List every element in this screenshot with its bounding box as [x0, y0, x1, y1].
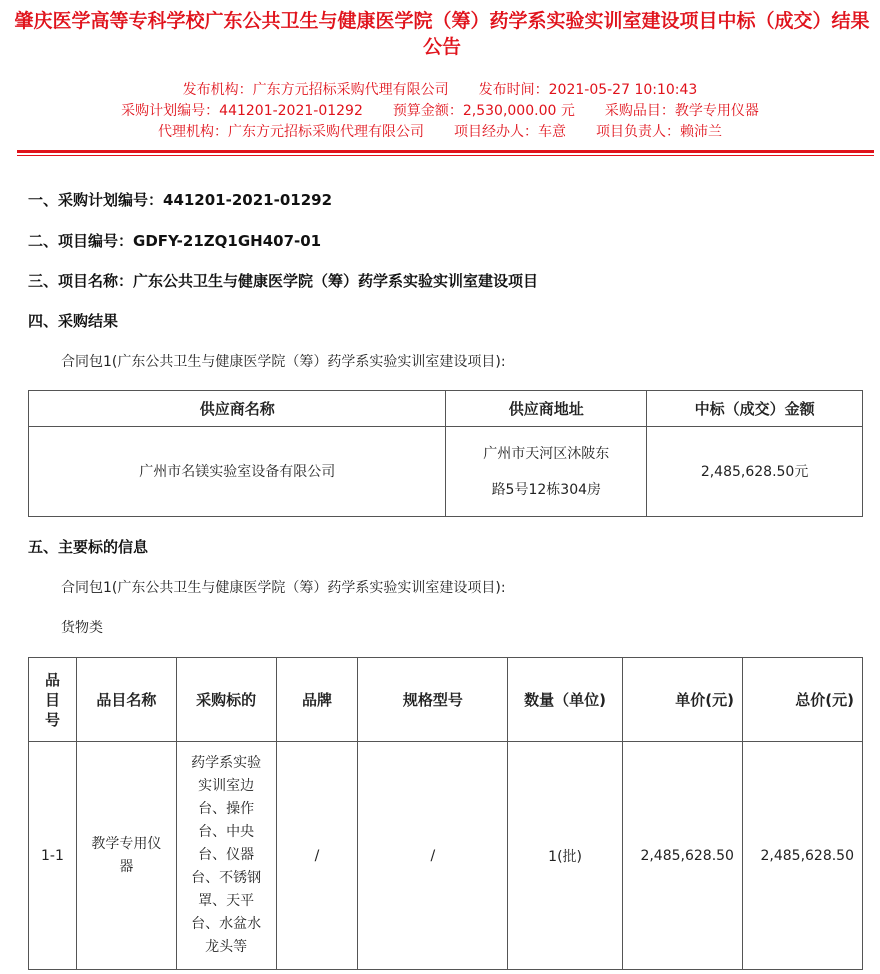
meta-row-3: [0, 122, 880, 143]
contract-package-line: 合同包1(广东公共卫生与健康医学院（筹）药学系实验实训室建设项目):: [61, 354, 506, 370]
header-item-no-char: 号: [44, 710, 60, 729]
header-item-name: 品目名称: [76, 658, 176, 742]
subject-line: 台、中央: [198, 824, 255, 840]
category-text: 采购品目：教学专用仪器: [604, 103, 759, 119]
goods-type: 货物类: [61, 620, 103, 636]
section-project-number: 二、项目编号：GDFY-21ZQ1GH407-01: [28, 232, 322, 250]
contract-package-line-2: 合同包1(广东公共卫生与健康医学院（筹）药学系实验实训室建设项目):: [61, 580, 506, 596]
section-procurement-result: 四、采购结果: [28, 312, 119, 330]
notice-title: 肇庆医学高等专科学校广东公共卫生与健康医学院（筹）药学系实验实训室建设项目中标（成交）结果公告: [14, 10, 870, 58]
award-amount: 2,485,628.50元: [647, 427, 863, 517]
item-name-line: 教学专用仪: [91, 835, 162, 852]
item-no: 1-1: [29, 742, 77, 970]
address-line: 广州市天河区沐陂东: [483, 445, 610, 462]
handler-text: 项目经办人：车意: [454, 124, 566, 140]
publisher-text: 发布机构：广东方元招标采购代理有限公司: [182, 82, 449, 98]
section-project-name: 三、项目名称：广东公共卫生与健康医学院（筹）药学系实验实训室建设项目: [28, 272, 539, 290]
item-quantity: 1(批): [508, 742, 623, 970]
item-spec: /: [358, 742, 508, 970]
result-table: [28, 390, 863, 517]
header-item-no-char: 目: [44, 690, 60, 709]
manager-text: 项目负责人：赖沛兰: [596, 124, 722, 140]
section-plan-number: 一、采购计划编号：441201-2021-01292: [28, 191, 333, 209]
header-total-price: 总价(元): [742, 658, 862, 742]
header-quantity: 数量（单位): [508, 658, 623, 742]
item-unit-price: 2,485,628.50: [623, 742, 743, 970]
subject-line: 台、不锈钢: [191, 870, 262, 886]
subject-line: 台、水盆水: [191, 916, 262, 932]
header-subject: 采购标的: [176, 658, 276, 742]
item-table-header: [29, 658, 863, 742]
header-award-amount: 中标（成交）金额: [647, 391, 863, 427]
table-row: [29, 742, 863, 970]
agency-text: 代理机构：广东方元招标采购代理有限公司: [158, 124, 424, 140]
header-item-no-char: 品: [44, 670, 60, 689]
red-divider-thick: [17, 150, 874, 153]
subject-line: 台、操作: [198, 801, 255, 817]
table-row: [29, 427, 863, 517]
item-subject: [176, 742, 276, 970]
meta-row-2: [0, 101, 880, 122]
header-brand: 品牌: [276, 658, 358, 742]
red-divider-thin: [17, 155, 874, 156]
item-name: [76, 742, 176, 970]
publish-time-text: 发布时间：2021-05-27 10:10:43: [478, 82, 698, 98]
item-table: [28, 657, 863, 970]
meta-row-1: [0, 80, 880, 101]
address-line: 路5号12栋304房: [491, 481, 602, 498]
item-total-price: 2,485,628.50: [742, 742, 862, 970]
subject-line: 药学系实验: [191, 755, 262, 771]
subject-line: 实训室边: [198, 778, 255, 794]
supplier-name: 广州市名镁实验室设备有限公司: [29, 427, 446, 517]
header-supplier-name: 供应商名称: [29, 391, 446, 427]
header-spec: 规格型号: [358, 658, 508, 742]
budget-text: 预算金额：2,530,000.00 元: [392, 103, 575, 119]
item-brand: /: [276, 742, 358, 970]
header-unit-price: 单价(元): [623, 658, 743, 742]
subject-line: 台、仪器: [198, 847, 255, 863]
result-table-header: [29, 391, 863, 427]
subject-line: 罩、天平: [198, 893, 255, 909]
section-main-items: 五、主要标的信息: [28, 538, 149, 556]
supplier-address: [446, 427, 647, 517]
header-supplier-address: 供应商地址: [446, 391, 647, 427]
item-name-line: 器: [119, 858, 134, 875]
header-item-no: [29, 658, 77, 742]
subject-line: 龙头等: [205, 939, 248, 955]
plan-number-text: 采购计划编号：441201-2021-01292: [121, 103, 363, 119]
